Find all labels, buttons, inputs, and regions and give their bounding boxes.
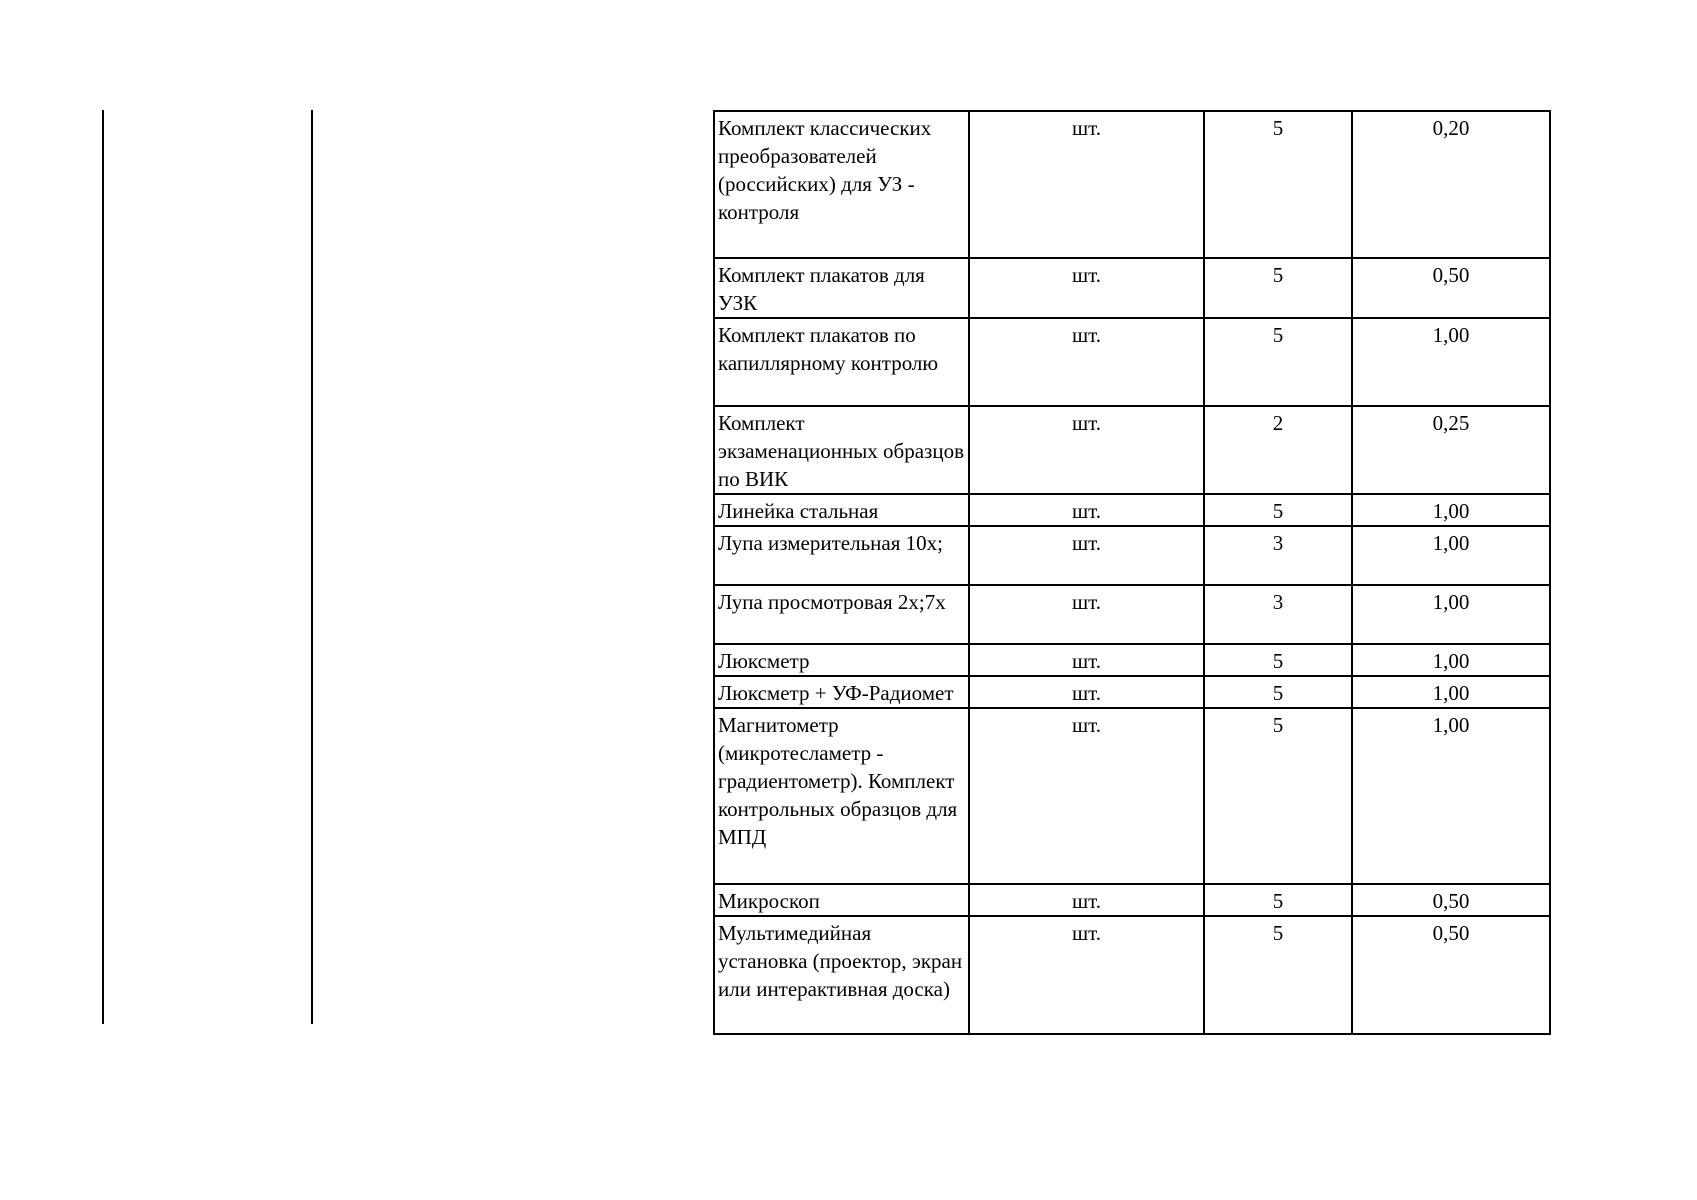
item-name: Люксметр + УФ-Радиомет xyxy=(714,676,969,708)
item-quantity: 5 xyxy=(1204,916,1352,1034)
item-unit: шт. xyxy=(969,676,1204,708)
item-name: Магнитометр (микротесламетр - градиентометр). Комплект контрольных образцов для МПД xyxy=(714,708,969,884)
item-name: Комплект экзаменационных образцов по ВИК xyxy=(714,406,969,494)
item-unit: шт. xyxy=(969,406,1204,494)
item-quantity: 5 xyxy=(1204,644,1352,676)
item-name: Мультимедийная установка (проектор, экран или интерактивная доска) xyxy=(714,916,969,1034)
table-row xyxy=(714,644,1550,676)
item-unit: шт. xyxy=(969,258,1204,318)
item-quantity: 5 xyxy=(1204,708,1352,884)
item-unit: шт. xyxy=(969,585,1204,644)
item-quantity: 3 xyxy=(1204,585,1352,644)
item-value: 0,25 xyxy=(1352,406,1550,494)
item-unit: шт. xyxy=(969,916,1204,1034)
item-value: 1,00 xyxy=(1352,318,1550,406)
item-name: Люксметр xyxy=(714,644,969,676)
left-column-border-2 xyxy=(311,110,313,1024)
item-quantity: 5 xyxy=(1204,318,1352,406)
table-row xyxy=(714,526,1550,585)
item-quantity: 3 xyxy=(1204,526,1352,585)
item-name: Микроскоп xyxy=(714,884,969,916)
table-row xyxy=(714,884,1550,916)
item-unit: шт. xyxy=(969,708,1204,884)
item-value: 0,50 xyxy=(1352,258,1550,318)
item-value: 0,20 xyxy=(1352,111,1550,258)
item-value: 1,00 xyxy=(1352,644,1550,676)
item-value: 0,50 xyxy=(1352,884,1550,916)
item-quantity: 5 xyxy=(1204,258,1352,318)
item-name: Комплект плакатов по капиллярному контролю xyxy=(714,318,969,406)
table-row xyxy=(714,916,1550,1034)
left-column-border-1 xyxy=(102,110,104,1024)
item-quantity: 2 xyxy=(1204,406,1352,494)
table-row xyxy=(714,406,1550,494)
equipment-table xyxy=(713,110,1551,1035)
item-name: Комплект классических преобразователей (российских) для УЗ - контроля xyxy=(714,111,969,258)
table-row xyxy=(714,676,1550,708)
item-unit: шт. xyxy=(969,494,1204,526)
table-row xyxy=(714,585,1550,644)
item-value: 1,00 xyxy=(1352,494,1550,526)
item-unit: шт. xyxy=(969,884,1204,916)
item-quantity: 5 xyxy=(1204,494,1352,526)
item-quantity: 5 xyxy=(1204,676,1352,708)
item-quantity: 5 xyxy=(1204,111,1352,258)
item-name: Лупа измерительная 10х; xyxy=(714,526,969,585)
item-unit: шт. xyxy=(969,111,1204,258)
table-row xyxy=(714,494,1550,526)
item-unit: шт. xyxy=(969,318,1204,406)
item-value: 1,00 xyxy=(1352,676,1550,708)
item-name: Лупа просмотровая 2х;7х xyxy=(714,585,969,644)
table-row xyxy=(714,708,1550,884)
item-quantity: 5 xyxy=(1204,884,1352,916)
item-unit: шт. xyxy=(969,526,1204,585)
item-value: 1,00 xyxy=(1352,708,1550,884)
table-row xyxy=(714,258,1550,318)
table-row xyxy=(714,318,1550,406)
item-value: 1,00 xyxy=(1352,585,1550,644)
table-row xyxy=(714,111,1550,258)
item-name: Линейка стальная xyxy=(714,494,969,526)
item-value: 0,50 xyxy=(1352,916,1550,1034)
item-unit: шт. xyxy=(969,644,1204,676)
item-name: Комплект плакатов для УЗК xyxy=(714,258,969,318)
item-value: 1,00 xyxy=(1352,526,1550,585)
